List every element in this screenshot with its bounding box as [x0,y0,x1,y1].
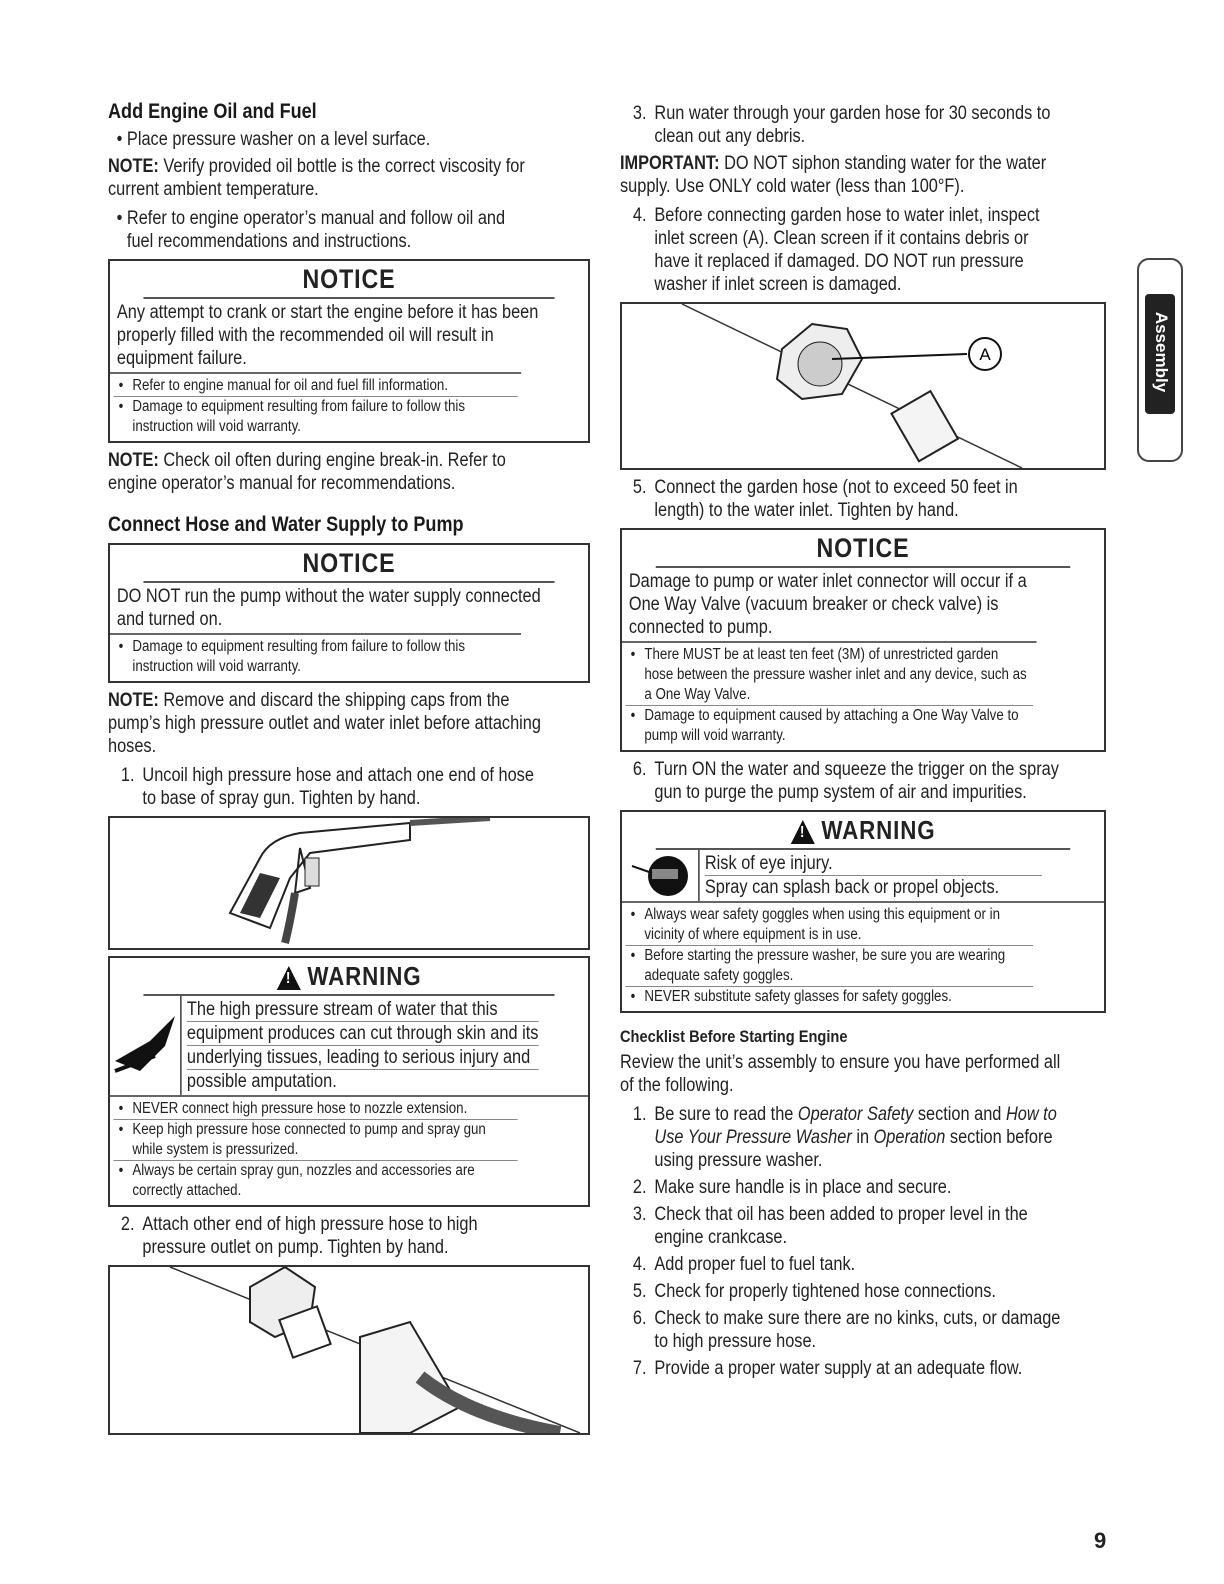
notice-bullet [625,645,1033,706]
warning-line: • Always wear safety goggles when using this equipment or in [644,906,1001,923]
step-number: 3. [632,103,647,124]
warning-bullet [625,905,1033,946]
step-text: have it replaced if damaged. DO NOT run pressure [654,251,1024,272]
notice-line: • Damage to equipment resulting from failure to follow this [132,638,466,655]
warning-bullets [622,903,1037,1011]
step-text: Run water through your garden hose for 30 seconds to [654,103,1051,124]
link-operation: Operation [873,1127,946,1148]
note-text: engine operator’s manual for recommendations. [108,473,456,494]
warning-main-row [622,850,1104,903]
notice-line: pump will void warranty. [644,727,786,744]
step-text: Connect the garden hose (not to exceed 50 feet in [654,477,1018,498]
note-text: current ambient temperature. [108,179,319,200]
notice-line: and turned on. [116,609,223,630]
note-label: NOTE: [108,450,159,471]
step-3 [620,102,1051,148]
important-text: DO NOT siphon standing water for the water [724,153,1047,174]
heading-checklist: Checklist Before Starting Engine [620,1027,848,1046]
step-number: 6. [632,1308,647,1329]
step-text: length) to the water inlet. Tighten by hand. [654,500,959,521]
step-text: pressure outlet on pump. Tighten by hand. [142,1237,449,1258]
step-text: Check to make sure there are no kinks, cuts, or damage [654,1308,1061,1329]
notice-box-one-way-valve [620,528,1106,752]
water-inlet-icon [622,304,1104,468]
notice-body [110,583,541,635]
warning-bullet [113,1161,517,1201]
notice-line: • Damage to equipment resulting from failure to follow this [132,398,466,415]
step-text: section before [945,1127,1053,1148]
step-text: inlet screen (A). Clean screen if it contains debris or [654,228,1029,249]
warning-main-row [110,996,588,1097]
bullet-text: • Refer to engine operator’s manual and follow oil and [126,208,506,229]
step-number: 4. [632,205,647,226]
notice-bullet: • Refer to engine manual for oil and fuel fill information. [113,376,517,397]
step-4 [620,204,1038,296]
warning-bullet: • NEVER substitute safety glasses for safety goggles. [625,987,1033,1007]
step-number: 2. [632,1177,647,1198]
notice-bullets [110,635,521,681]
notice-line: Damage to pump or water inlet connector will occur if a [628,571,1027,592]
step-text: Before connecting garden hose to water inlet, inspect [654,205,1040,226]
warning-triangle-icon [276,966,300,990]
spray-gun-illustration [108,816,590,950]
warning-box-eye-injury [620,810,1106,1013]
warning-line: correctly attached. [132,1182,242,1199]
warning-bullet: • NEVER connect high pressure hose to nozzle extension. [113,1099,517,1120]
warning-bullet [113,1120,517,1161]
hose-outlet-illustration [108,1265,590,1435]
note-shipping-caps [108,689,541,758]
important-label: IMPORTANT: [620,153,720,174]
note-text: Check oil often during engine break-in. Refer to [163,450,506,471]
spray-gun-icon [110,818,588,948]
note-text: Remove and discard the shipping caps from the [163,690,510,711]
step-text: clean out any debris. [654,126,806,147]
warning-line: • Keep high pressure hose connected to pump and spray gun [132,1121,486,1138]
warning-line: while system is pressurized. [132,1141,299,1158]
checklist-intro-line: of the following. [620,1075,734,1096]
step-6 [620,758,1059,804]
inlet-screen-illustration [620,302,1106,470]
notice-box-pump [108,543,590,683]
note-label: NOTE: [108,690,159,711]
notice-line: a One Way Valve. [644,686,751,703]
tab-inner [1145,294,1175,414]
warning-line: • Always be certain spray gun, nozzles and accessories are [132,1162,475,1179]
heading-connect-hose: Connect Hose and Water Supply to Pump [108,513,464,536]
assembly-section-tab[interactable] [1137,258,1183,462]
step-text: Turn ON the water and squeeze the trigger on the spray [654,759,1059,780]
warning-line: Risk of eye injury. [705,852,1042,876]
warning-bullets [110,1097,521,1205]
note-text: Verify provided oil bottle is the correct viscosity for [163,156,525,177]
checklist-item-6 [620,1307,1061,1353]
notice-line: instruction will void warranty. [132,658,302,675]
checklist-intro-line: Review the unit’s assembly to ensure you have performed all [620,1052,1061,1073]
checklist-item-4 [620,1253,1038,1276]
checklist-item-5 [620,1280,1038,1303]
step-text: Check for properly tightened hose connections. [654,1281,996,1302]
note-text: pump’s high pressure outlet and water inlet before attaching [108,713,541,734]
callout-a: A [979,345,991,364]
notice-line: One Way Valve (vacuum breaker or check valve) is [628,594,999,615]
eye-hazard-icon [622,850,698,901]
checklist-item-7 [620,1357,1038,1380]
step-text: Add proper fuel to fuel tank. [654,1254,856,1275]
step-text: gun to purge the pump system of air and impurities. [654,782,1027,803]
step-text: Uncoil high pressure hose and attach one end of hose [142,765,534,786]
note-label: NOTE: [108,156,159,177]
step-number: 5. [632,1281,647,1302]
note-break-in [108,449,523,495]
hose-fitting-icon [110,1267,588,1433]
step-number: 6. [632,759,647,780]
link-use-your-pressure-washer: Use Your Pressure Washer [654,1127,852,1148]
warning-title: WARNING [307,961,422,991]
warning-line: • Before starting the pressure washer, be sure you are wearing [644,947,1006,964]
notice-line: • There MUST be at least ten feet (3M) of unrestricted garden [644,646,999,663]
right-column [620,100,1106,1384]
important-note [620,152,1047,198]
warning-line: Spray can splash back or propel objects. [704,877,1000,898]
notice-line: Any attempt to crank or start the engine before it has been [116,302,539,323]
note-oil-viscosity [108,155,523,201]
note-text: hoses. [108,736,157,757]
notice-line: connected to pump. [628,617,773,638]
warning-line: vicinity of where equipment is in use. [644,926,862,943]
hand-cut-hazard-icon [110,996,180,1095]
notice-box-oil [108,259,590,443]
warning-line: possible amputation. [186,1071,337,1092]
warning-title: WARNING [821,815,936,845]
step-text: Make sure handle is in place and secure. [654,1177,952,1198]
checklist-item-2 [620,1176,1038,1199]
step-number: 4. [632,1254,647,1275]
notice-line: equipment failure. [116,348,247,369]
step-text: Provide a proper water supply at an adequate flow. [654,1358,1023,1379]
checklist-item-1 [620,1103,1057,1172]
step-number: 2. [120,1214,135,1235]
link-operator-safety: Operator Safety [797,1104,914,1125]
notice-bullet [113,637,517,677]
step-text: engine crankcase. [654,1227,788,1248]
warning-box-high-pressure [108,956,590,1207]
bullet-refer-manual [108,207,523,253]
notice-line: DO NOT run the pump without the water supply connected [116,586,541,607]
step-text: Be sure to read the [654,1104,798,1125]
warning-triangle-icon [790,820,814,844]
warning-line: underlying tissues, leading to serious injury and [187,1046,539,1070]
warning-title-row [143,958,554,996]
heading-add-engine-oil: Add Engine Oil and Fuel [108,100,317,123]
step-5 [620,476,1038,522]
tab-label: Assembly [1152,311,1171,393]
step-text: Attach other end of high pressure hose to high [142,1214,478,1235]
checklist-item-3 [620,1203,1038,1249]
warning-text [180,996,544,1095]
warning-line: adequate safety goggles. [644,967,794,984]
notice-bullet [113,397,517,437]
left-column [108,100,590,1441]
step-number: 5. [632,477,647,498]
warning-bullet [625,946,1033,987]
notice-line: hose between the pressure washer inlet and any device, such as [644,666,1027,683]
warning-title-row [656,812,1071,850]
step-1 [108,764,534,810]
warning-line: The high pressure stream of water that this [187,998,539,1022]
notice-bullet [625,706,1033,746]
link-how-to: How to [1005,1104,1057,1125]
notice-line: • Damage to equipment caused by attaching a One Way Valve to [644,707,1019,724]
step-text: washer if inlet screen is damaged. [654,274,902,295]
step-text: using pressure washer. [654,1150,823,1171]
step-number: 3. [632,1204,647,1225]
notice-line: properly filled with the recommended oil will result in [116,325,494,346]
notice-bullets [622,643,1037,750]
notice-title: NOTICE [143,545,554,583]
notice-line: instruction will void warranty. [132,418,302,435]
step-text: to base of spray gun. Tighten by hand. [142,788,421,809]
step-number: 7. [632,1358,647,1379]
warning-line: equipment produces can cut through skin and its [186,1023,539,1044]
step-number: 1. [120,765,135,786]
step-text: in [851,1127,874,1148]
bullet-text: fuel recommendations and instructions. [126,231,412,252]
step-number: 1. [632,1104,647,1125]
step-text: section and [913,1104,1006,1125]
notice-title: NOTICE [656,530,1071,568]
step-text: Check that oil has been added to proper level in the [654,1204,1028,1225]
important-text: supply. Use ONLY cold water (less than 100°F). [620,176,965,197]
notice-bullets [110,374,521,441]
bullet-level-surface: • Place pressure washer on a level surface. [108,128,523,151]
page-number: 9 [1094,1528,1107,1553]
notice-body [110,299,539,374]
step-text: to high pressure hose. [654,1331,817,1352]
step-2 [108,1213,523,1259]
notice-body [622,568,1037,643]
checklist-intro [620,1051,1061,1097]
warning-text [698,850,1047,901]
notice-title: NOTICE [143,261,554,299]
